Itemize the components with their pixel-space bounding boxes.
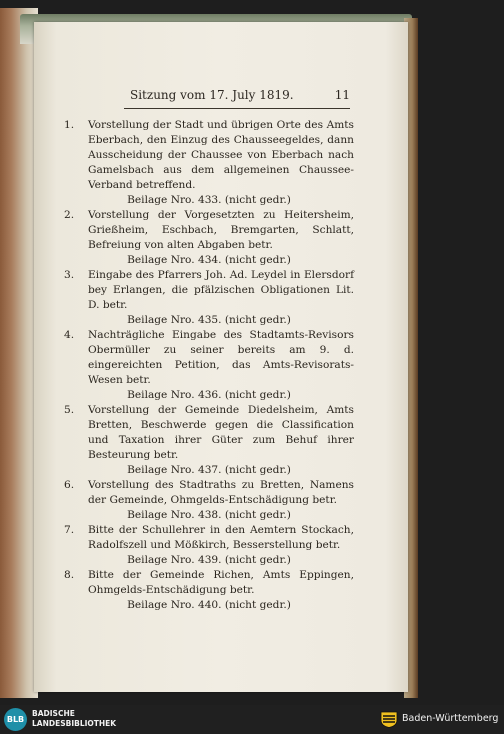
petition-list bbox=[64, 118, 354, 613]
book-cover-left bbox=[0, 8, 38, 698]
list-item: 3. Eingabe des Pfarrers Joh. Ad. Leydel in Elersdorf bey Erlangen, die pfälzischen Obligationen Lit. D. betr. bbox=[64, 269, 354, 311]
beilage-line: Beilage Nro. 439. (nicht gedr.) bbox=[127, 554, 291, 566]
list-item: 1. Vorstellung der Stadt und übrigen Orte des Amts Eberbach, den Einzug des Chausseegeldes, dann Ausscheidung der Chaussee von Eberbach nach Gamelsbach aus dem allgemeinen Chaussee-Verband betreffend. bbox=[64, 119, 354, 191]
library-name[interactable] bbox=[32, 709, 116, 729]
list-item: 2. Vorstellung der Vorgesetzten zu Heitersheim, Grießheim, Eschbach, Bremgarten, Schlatt, Befreiung von alten Abgaben betr. bbox=[64, 209, 354, 251]
list-item: 5. Vorstellung der Gemeinde Diedelsheim, Amts Bretten, Beschwerde gegen die Classification und Taxation ihrer Güter zum Behuf ihrer Besteurung betr. bbox=[64, 404, 354, 461]
list-item: 7. Bitte der Schullehrer in den Aemtern Stockach, Radolfszell und Mößkirch, Besserstellung betr. bbox=[64, 524, 354, 551]
beilage-line: Beilage Nro. 437. (nicht gedr.) bbox=[127, 464, 291, 476]
footer-bar bbox=[0, 705, 504, 734]
page-number: 11 bbox=[334, 88, 350, 102]
header-rule bbox=[124, 108, 350, 109]
beilage-line: Beilage Nro. 433. (nicht gedr.) bbox=[127, 194, 291, 206]
library-name-line1: BADISCHE bbox=[32, 709, 75, 718]
running-header bbox=[130, 88, 350, 106]
library-name-line2: LANDESBIBLIOTHEK bbox=[32, 719, 117, 728]
beilage-line: Beilage Nro. 435. (nicht gedr.) bbox=[127, 314, 291, 326]
beilage-line: Beilage Nro. 434. (nicht gedr.) bbox=[127, 254, 291, 266]
beilage-line: Beilage Nro. 436. (nicht gedr.) bbox=[127, 389, 291, 401]
beilage-line: Beilage Nro. 438. (nicht gedr.) bbox=[127, 509, 291, 521]
list-item: 6. Vorstellung des Stadtraths zu Bretten, Namens der Gemeinde, Ohmgelds-Entschädigung betr. bbox=[64, 479, 354, 506]
header-title: Sitzung vom 17. July 1819. bbox=[130, 88, 294, 102]
list-item: 8. Bitte der Gemeinde Richen, Amts Eppingen, Ohmgelds-Entschädigung betr. bbox=[64, 569, 354, 596]
list-item: 4. Nachträgliche Eingabe des Stadtamts-Revisors Obermüller zu seiner bereits am 9. d. eingereichten Petition, das Amts-Revisorats-Wesen betr. bbox=[64, 329, 354, 386]
baden-wuerttemberg-crest-icon[interactable] bbox=[380, 711, 398, 728]
blb-logo-icon[interactable]: BLB bbox=[4, 708, 27, 731]
state-name[interactable]: Baden-Württemberg bbox=[402, 713, 499, 724]
beilage-line: Beilage Nro. 440. (nicht gedr.) bbox=[127, 599, 291, 611]
